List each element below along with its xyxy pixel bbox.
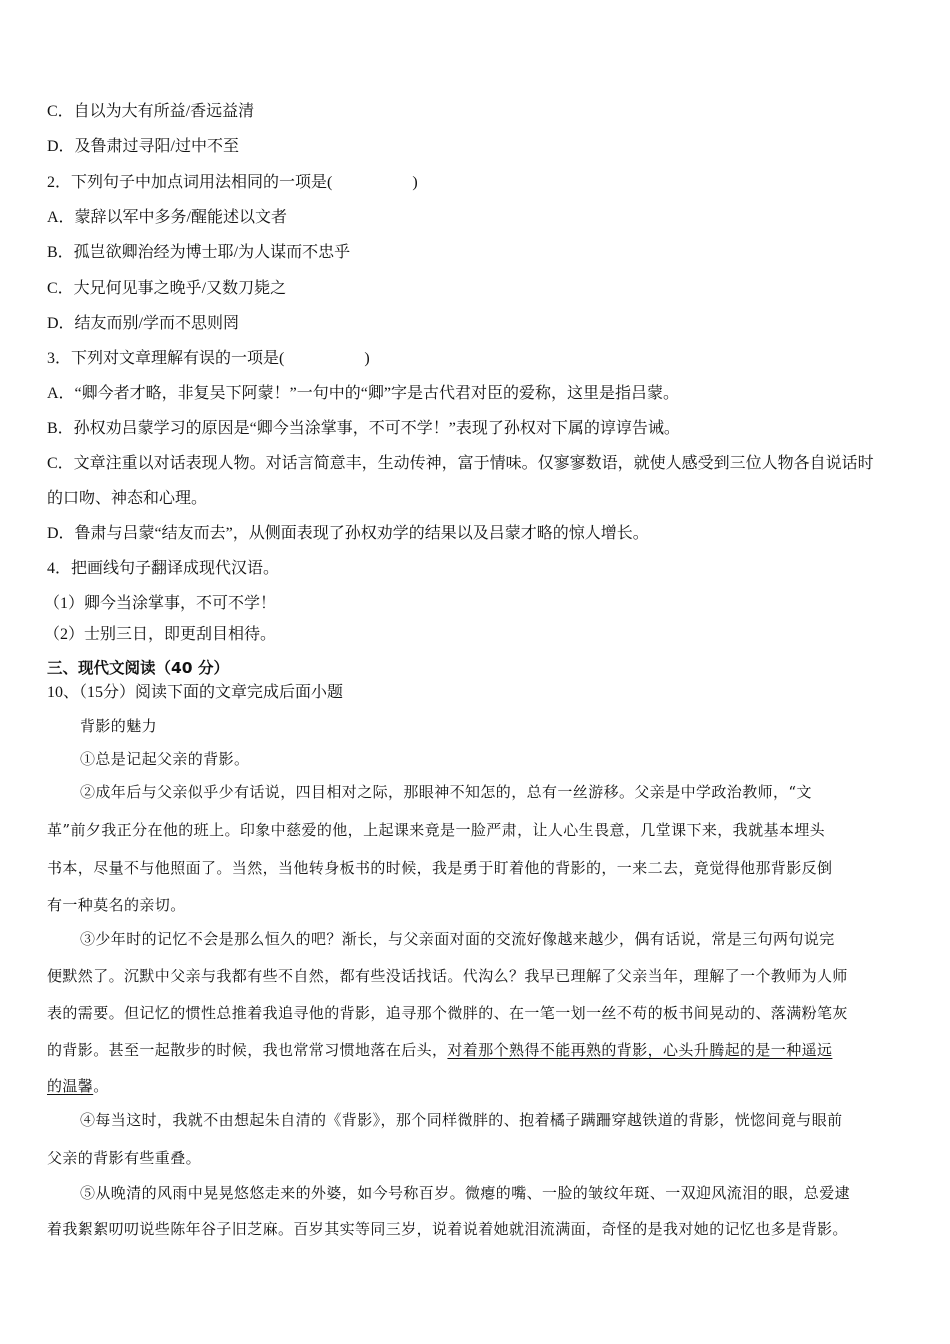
option-b-q3: B．孙权劝吕蒙学习的原因是“卿今当涂掌事，不可不学！”表现了孙权对下属的谆谆告诫。 (47, 420, 680, 437)
option-c-q3: C．文章注重以对话表现人物。对话言简意丰，生动传神，富于情味。仅寥寥数语，就使人感受到三位人物各自说话时 (47, 455, 874, 472)
question-2: 2．下列句子中加点词用法相同的一项是( ) (47, 174, 418, 191)
paragraph-2-line-3: 书本，尽量不与他照面了。当然，当他转身板书的时候，我是勇于盯着他的背影的，一来二去，竟觉得他那背影反倒 (47, 859, 833, 877)
option-d-q2: D．结友而别/学而不思则罔 (47, 315, 240, 332)
paragraph-4-line-2: 父亲的背影有些重叠。 (47, 1149, 202, 1167)
option-a-q2: A．蒙辞以军中多务/醒能述以文者 (47, 209, 288, 226)
paragraph-5-line-2: 着我絮絮叨叨说些陈年谷子旧芝麻。百岁其实等同三岁，说着说着她就泪流满面，奇怪的是我对她的记忆也多是背影。 (47, 1220, 848, 1238)
paragraph-3-line-2: 便默然了。沉默中父亲与我都有些不自然，都有些没话找话。代沟么？我早已理解了父亲当年，理解了一个教师为人师 (47, 967, 848, 985)
paragraph-3-line-3: 表的需要。但记忆的惯性总推着我追寻他的背影，追寻那个微胖的、在一笔一划一丝不苟的板书间晃动的、落满粉笔灰 (47, 1004, 848, 1022)
paragraph-5-line-1: ⑤从晚清的风雨中晃晃悠悠走来的外婆，如今号称百岁。微瘪的嘴、一脸的皱纹年斑、一双迎风流泪的眼，总爱逮 (80, 1184, 851, 1202)
paragraph-3-line-5: 的温馨。 (47, 1077, 109, 1095)
option-d-q1: D．及鲁肃过寻阳/过中不至 (47, 138, 240, 155)
article-title: 背影的魅力 (80, 717, 158, 735)
paragraph-3-line-1: ③少年时的记忆不会是那么恒久的吧？渐长，与父亲面对面的交流好像越来越少，偶有话说，常是三句两句说完 (80, 930, 835, 948)
paragraph-2-line-2: 革”前夕我正分在他的班上。印象中慈爱的他，上起课来竟是一脸严肃，让人心生畏意，几堂课下来，我就基本埋头 (47, 821, 826, 839)
paragraph-1: ①总是记起父亲的背影。 (80, 750, 250, 768)
option-a-q3: A．“卿今者才略，非复吴下阿蒙！”一句中的“卿”字是古代君对臣的爱称，这里是指吕蒙。 (47, 385, 679, 402)
paragraph-3-line-4: 的背影。甚至一起散步的时候，我也常常习惯地落在后头，对着那个熟得不能再熟的背影，心头升腾起的是一种遥远 (47, 1041, 833, 1059)
question-4-item-2: （2）士别三日，即更刮目相待。 (44, 626, 277, 643)
paragraph-2-line-1: ②成年后与父亲似乎少有话说，四目相对之际，那眼神不知怎的，总有一丝游移。父亲是中学政治教师，“文 (80, 783, 812, 801)
paragraph-2-line-4: 有一种莫名的亲切。 (47, 896, 186, 914)
option-b-q2: B．孤岂欲卿治经为博士耶/为人谋而不忠乎 (47, 244, 351, 261)
question-10: 10、（15分）阅读下面的文章完成后面小题 (47, 684, 344, 701)
option-c-q1: C．自以为大有所益/香远益清 (47, 103, 255, 120)
underlined-sentence: 对着那个熟得不能再熟的背影，心头升腾起的是一种遥远 (447, 1041, 833, 1059)
question-4-item-1: （1）卿今当涂掌事，不可不学！ (44, 595, 277, 612)
paragraph-4-line-1: ④每当这时，我就不由想起朱自清的《背影》，那个同样微胖的、抱着橘子蹒跚穿越铁道的背影，恍惚间竟与眼前 (80, 1111, 843, 1129)
question-4: 4．把画线句子翻译成现代汉语。 (47, 560, 280, 577)
option-c-q2: C．大兄何见事之晚乎/又数刀毙之 (47, 280, 287, 297)
question-3: 3．下列对文章理解有误的一项是( ) (47, 350, 370, 367)
underlined-sentence-end: 的温馨 (47, 1077, 94, 1095)
section-heading: 三、现代文阅读（40 分） (47, 659, 229, 677)
option-d-q3: D．鲁肃与吕蒙“结友而去”，从侧面表现了孙权劝学的结果以及吕蒙才略的惊人增长。 (47, 525, 649, 542)
option-c-q3-continued: 的口吻、神态和心理。 (47, 490, 208, 507)
